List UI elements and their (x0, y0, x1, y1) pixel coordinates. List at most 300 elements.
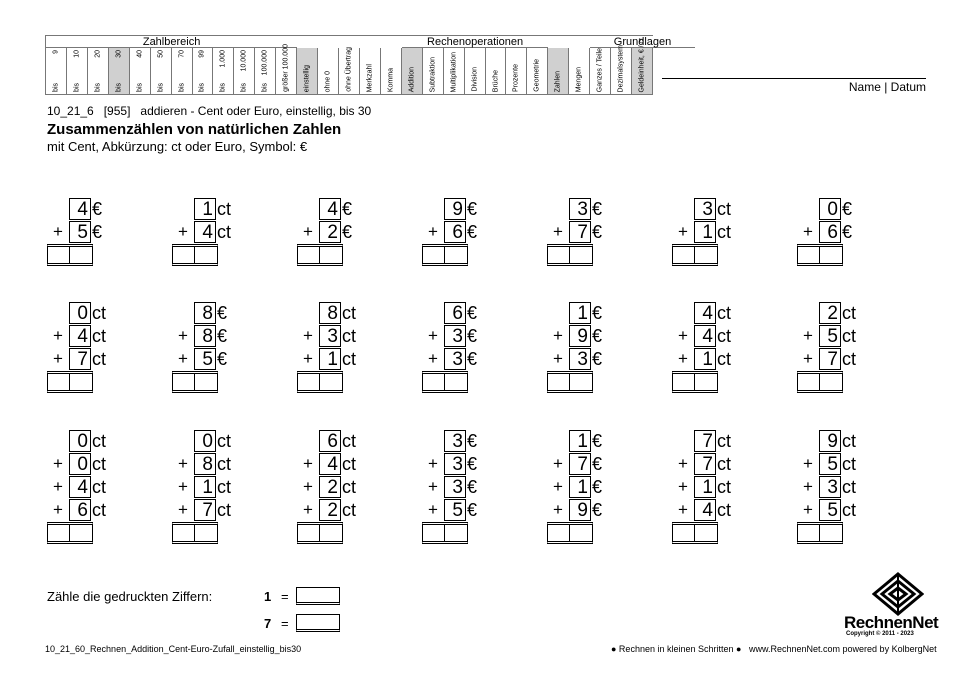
header-column-label: Merkzahl (366, 63, 374, 92)
term-digit: 1 (319, 348, 341, 370)
answer-box[interactable] (797, 522, 843, 544)
problem-term-row (672, 499, 752, 521)
header-column-value: 10.000 (240, 50, 248, 72)
plus-sign: + (303, 500, 313, 519)
problem-term-row (672, 430, 752, 452)
term-digit: 3 (569, 198, 591, 220)
header-column-value: 9 (52, 50, 60, 54)
header-column (193, 48, 214, 94)
answer-box-divider (319, 247, 320, 263)
logo-text: RechnenNet (844, 613, 939, 632)
plus-sign: + (303, 222, 313, 241)
unit-label: € (92, 222, 103, 242)
unit-label: € (217, 349, 228, 369)
problem-term-row (797, 499, 877, 521)
answer-box-divider (194, 247, 195, 263)
problem-term-row (47, 499, 127, 521)
name-date-label: Name | Datum (848, 80, 926, 94)
answer-box-divider (694, 525, 695, 541)
problem-term-row (547, 325, 627, 347)
category-header-table (45, 35, 672, 95)
unit-label: ct (717, 454, 732, 474)
unit-label: ct (342, 500, 357, 520)
count-digit-7: 7 (264, 616, 272, 631)
answer-box[interactable] (297, 371, 343, 393)
term-digit: 3 (444, 453, 466, 475)
header-column (590, 48, 611, 94)
problem-term-row (297, 499, 377, 521)
header-column-label: bis (115, 83, 123, 92)
answer-box-divider (444, 247, 445, 263)
header-column (444, 48, 465, 94)
term-digit: 3 (444, 325, 466, 347)
plus-sign: + (803, 454, 813, 473)
name-date-line (662, 78, 926, 79)
answer-box[interactable] (797, 244, 843, 266)
unit-label: ct (717, 431, 732, 451)
footer-filename: 10_21_60_Rechnen_Addition_Cent-Euro-Zufall_einstellig_bis30 (45, 644, 302, 654)
term-digit: 6 (819, 221, 841, 243)
problem-term-row (797, 221, 877, 243)
term-digit: 0 (69, 453, 91, 475)
answer-box-divider (319, 374, 320, 390)
header-column-label: bis (198, 83, 206, 92)
term-digit: 8 (194, 302, 216, 324)
plus-sign: + (303, 477, 313, 496)
header-column-label: Brüche (492, 69, 499, 92)
plus-sign: + (53, 222, 63, 241)
term-digit: 8 (319, 302, 341, 324)
header-column-value: 99 (198, 50, 206, 58)
header-column (486, 48, 507, 94)
term-digit: 5 (194, 348, 216, 370)
header-column-label: Mengen (575, 66, 583, 92)
header-column-label: bis (52, 83, 60, 92)
unit-label: ct (717, 500, 732, 520)
unit-label: ct (717, 477, 732, 497)
unit-label: ct (92, 326, 107, 346)
answer-box-divider (694, 374, 695, 390)
header-column (318, 48, 339, 94)
unit-label: € (92, 199, 103, 219)
problem-term-row (172, 453, 252, 475)
header-column (276, 44, 297, 94)
header-column-value: 50 (157, 50, 165, 58)
header-column (465, 48, 486, 94)
plus-sign: + (303, 326, 313, 345)
problem-term-row (797, 453, 877, 475)
term-digit: 7 (819, 348, 841, 370)
unit-label: ct (717, 222, 732, 242)
answer-box[interactable] (672, 371, 718, 393)
term-digit: 1 (194, 198, 216, 220)
header-column-label: Geldeinheit, € / ct (638, 37, 646, 92)
header-column (234, 48, 255, 94)
plus-sign: + (428, 326, 438, 345)
problem-term-row (172, 221, 252, 243)
term-digit: 4 (69, 325, 91, 347)
answer-box[interactable] (797, 371, 843, 393)
header-column-value: 70 (178, 50, 186, 58)
problem-term-row (547, 302, 627, 324)
plus-sign: + (803, 349, 813, 368)
answer-box[interactable] (672, 522, 718, 544)
header-column (151, 48, 172, 94)
plus-sign: + (303, 454, 313, 473)
answer-box-divider (69, 374, 70, 390)
problem-term-row (797, 198, 877, 220)
plus-sign: + (803, 477, 813, 496)
plus-sign: + (553, 454, 563, 473)
unit-label: € (592, 199, 603, 219)
answer-box-divider (819, 374, 820, 390)
unit-label: ct (217, 222, 232, 242)
unit-label: ct (92, 454, 107, 474)
worksheet-meta: 10_21_6 [955] addieren - Cent oder Euro, einstellig, bis 30 (47, 104, 372, 118)
problem-term-row (47, 198, 127, 220)
term-digit: 3 (569, 348, 591, 370)
answer-box[interactable] (672, 244, 718, 266)
header-column (423, 48, 444, 94)
answer-box[interactable] (547, 244, 593, 266)
unit-label: ct (217, 454, 232, 474)
count-eq-2: = (281, 616, 289, 631)
header-column-label: Division (471, 67, 479, 92)
problem-term-row (47, 430, 127, 452)
problem-term-row (422, 198, 502, 220)
answer-box[interactable] (547, 522, 593, 544)
plus-sign: + (428, 500, 438, 519)
unit-label: € (467, 326, 478, 346)
unit-label: ct (217, 431, 232, 451)
term-digit: 2 (819, 302, 841, 324)
problem-term-row (297, 325, 377, 347)
answer-box-divider (569, 374, 570, 390)
answer-box[interactable] (172, 522, 218, 544)
unit-label: ct (717, 349, 732, 369)
problem-term-row (672, 453, 752, 475)
problem-term-row (297, 198, 377, 220)
header-group: Grundlagen (590, 36, 695, 48)
problem-term-row (297, 221, 377, 243)
header-column (88, 48, 109, 94)
header-column-label: bis (157, 83, 165, 92)
header-column-label: ohne Übertrag (345, 47, 353, 92)
plus-sign: + (53, 477, 63, 496)
unit-label: € (467, 454, 478, 474)
problem-term-row (422, 476, 502, 498)
answer-box-divider (819, 525, 820, 541)
header-column-label: Dezimalsystem (617, 44, 625, 92)
answer-box[interactable] (422, 522, 468, 544)
term-digit: 3 (444, 476, 466, 498)
problem-term-row (422, 348, 502, 370)
header-column (506, 48, 527, 94)
answer-box-divider (694, 247, 695, 263)
term-digit: 5 (819, 453, 841, 475)
term-digit: 1 (694, 221, 716, 243)
answer-box[interactable] (47, 522, 93, 544)
unit-label: € (217, 326, 228, 346)
plus-sign: + (428, 477, 438, 496)
unit-label: ct (342, 477, 357, 497)
header-column (381, 48, 402, 94)
problem-term-row (547, 453, 627, 475)
unit-label: € (467, 431, 478, 451)
problem-term-row (547, 348, 627, 370)
header-column-label: ohne 0 (324, 70, 332, 92)
header-column (255, 48, 276, 94)
term-digit: 4 (69, 198, 91, 220)
unit-label: € (217, 303, 228, 323)
answer-box-divider (444, 374, 445, 390)
header-column-label: Addition (408, 66, 416, 92)
unit-label: ct (92, 303, 107, 323)
plus-sign: + (428, 454, 438, 473)
header-column-value: 40 (136, 50, 144, 58)
unit-label: € (592, 349, 603, 369)
term-digit: 3 (444, 348, 466, 370)
problem-term-row (672, 302, 752, 324)
unit-label: ct (717, 303, 732, 323)
header-column-value: 10 (73, 50, 81, 58)
count-answer-box-2[interactable] (296, 614, 340, 632)
problem-term-row (672, 348, 752, 370)
term-digit: 9 (819, 430, 841, 452)
footer-website-link[interactable]: www.RechnenNet.com powered by KolbergNet (749, 644, 937, 654)
header-column-label: bis (219, 83, 227, 92)
unit-label: ct (842, 326, 857, 346)
problem-term-row (172, 198, 252, 220)
term-digit: 8 (194, 325, 216, 347)
header-column (360, 48, 381, 94)
problem-term-row (172, 348, 252, 370)
unit-label: ct (217, 500, 232, 520)
unit-label: ct (342, 454, 357, 474)
term-digit: 4 (194, 221, 216, 243)
unit-label: ct (342, 326, 357, 346)
unit-label: ct (217, 477, 232, 497)
header-column-label: Ganzes / Teile (596, 47, 604, 92)
problem-term-row (47, 348, 127, 370)
plus-sign: + (678, 500, 688, 519)
term-digit: 4 (69, 476, 91, 498)
term-digit: 2 (319, 499, 341, 521)
answer-box-divider (194, 525, 195, 541)
answer-box-divider (69, 247, 70, 263)
term-digit: 7 (569, 453, 591, 475)
answer-box-divider (569, 247, 570, 263)
unit-label: € (592, 477, 603, 497)
term-digit: 3 (444, 430, 466, 452)
header-column (611, 44, 632, 94)
header-group: Zahlbereich (46, 36, 297, 48)
problem-term-row (47, 221, 127, 243)
plus-sign: + (553, 349, 563, 368)
plus-sign: + (53, 500, 63, 519)
plus-sign: + (553, 500, 563, 519)
problem-term-row (797, 302, 877, 324)
problem-term-row (797, 476, 877, 498)
header-column-label: bis (261, 83, 269, 92)
unit-label: ct (842, 500, 857, 520)
problem-term-row (672, 221, 752, 243)
problem-term-row (672, 325, 752, 347)
term-digit: 7 (694, 430, 716, 452)
unit-label: € (467, 222, 478, 242)
term-digit: 1 (694, 476, 716, 498)
count-eq-1: = (281, 589, 289, 604)
term-digit: 4 (319, 453, 341, 475)
answer-box[interactable] (47, 244, 93, 266)
logo-copyright: Copyright © 2011 - 2023 (846, 631, 914, 637)
term-digit: 0 (69, 430, 91, 452)
unit-label: € (342, 199, 353, 219)
header-column-value: 100.000 (261, 50, 269, 76)
term-digit: 9 (569, 325, 591, 347)
term-digit: 6 (69, 499, 91, 521)
problem-term-row (547, 198, 627, 220)
problem-term-row (172, 430, 252, 452)
plus-sign: + (178, 349, 188, 368)
header-column (67, 48, 88, 94)
term-digit: 2 (319, 476, 341, 498)
answer-box[interactable] (297, 244, 343, 266)
header-column (569, 48, 590, 94)
header-group: Rechenoperationen (402, 36, 549, 48)
term-digit: 3 (694, 198, 716, 220)
header-column (297, 48, 318, 94)
term-digit: 1 (569, 430, 591, 452)
problem-term-row (797, 325, 877, 347)
plus-sign: + (178, 477, 188, 496)
page-title: Zusammenzählen von natürlichen Zahlen (47, 121, 342, 138)
unit-label: ct (92, 349, 107, 369)
problem-term-row (172, 499, 252, 521)
header-column-value: 1.000 (219, 50, 227, 68)
unit-label: ct (842, 303, 857, 323)
problem-term-row (422, 453, 502, 475)
plus-sign: + (678, 477, 688, 496)
plus-sign: + (428, 349, 438, 368)
term-digit: 2 (319, 221, 341, 243)
answer-box[interactable] (422, 371, 468, 393)
plus-sign: + (428, 222, 438, 241)
unit-label: ct (92, 500, 107, 520)
plus-sign: + (53, 326, 63, 345)
header-column (402, 48, 423, 94)
header-column-label: bis (178, 83, 186, 92)
term-digit: 5 (819, 499, 841, 521)
problem-term-row (797, 430, 877, 452)
header-column (339, 48, 360, 94)
term-digit: 1 (569, 476, 591, 498)
problem-term-row (297, 348, 377, 370)
problem-term-row (547, 430, 627, 452)
header-column (548, 48, 569, 94)
plus-sign: + (553, 477, 563, 496)
header-column-label: bis (73, 83, 81, 92)
problem-term-row (172, 302, 252, 324)
answer-box-divider (69, 525, 70, 541)
count-task-label: Zähle die gedruckten Ziffern: (47, 589, 213, 604)
header-column-label: Geometrie (533, 59, 541, 92)
plus-sign: + (178, 500, 188, 519)
problem-term-row (422, 325, 502, 347)
problem-term-row (547, 476, 627, 498)
header-column (109, 48, 130, 94)
unit-label: € (467, 303, 478, 323)
unit-label: ct (842, 349, 857, 369)
plus-sign: + (678, 222, 688, 241)
header-column (172, 48, 193, 94)
answer-box-divider (194, 374, 195, 390)
problem-term-row (297, 302, 377, 324)
plus-sign: + (53, 349, 63, 368)
unit-label: ct (92, 477, 107, 497)
answer-box[interactable] (297, 522, 343, 544)
term-digit: 9 (444, 198, 466, 220)
header-column-label: Multiplikation (450, 51, 458, 92)
term-digit: 7 (569, 221, 591, 243)
answer-box[interactable] (422, 244, 468, 266)
unit-label: € (592, 431, 603, 451)
count-answer-box-1[interactable] (296, 587, 340, 605)
answer-box[interactable] (547, 371, 593, 393)
answer-box-divider (319, 525, 320, 541)
plus-sign: + (178, 222, 188, 241)
header-column (527, 48, 548, 94)
problem-term-row (547, 221, 627, 243)
plus-sign: + (553, 222, 563, 241)
answer-box-divider (569, 525, 570, 541)
plus-sign: + (803, 222, 813, 241)
header-column (632, 37, 653, 94)
problem-term-row (297, 430, 377, 452)
unit-label: € (592, 500, 603, 520)
term-digit: 1 (194, 476, 216, 498)
plus-sign: + (53, 454, 63, 473)
term-digit: 3 (819, 476, 841, 498)
term-digit: 7 (69, 348, 91, 370)
plus-sign: + (678, 349, 688, 368)
term-digit: 6 (319, 430, 341, 452)
answer-box[interactable] (172, 244, 218, 266)
problem-term-row (422, 221, 502, 243)
problem-term-row (47, 302, 127, 324)
term-digit: 7 (694, 453, 716, 475)
term-digit: 3 (319, 325, 341, 347)
term-digit: 7 (194, 499, 216, 521)
term-digit: 6 (444, 302, 466, 324)
unit-label: € (842, 199, 853, 219)
answer-box[interactable] (47, 371, 93, 393)
problem-term-row (672, 198, 752, 220)
unit-label: ct (342, 303, 357, 323)
plus-sign: + (178, 454, 188, 473)
unit-label: € (592, 454, 603, 474)
plus-sign: + (303, 349, 313, 368)
answer-box[interactable] (172, 371, 218, 393)
plus-sign: + (553, 326, 563, 345)
plus-sign: + (803, 500, 813, 519)
term-digit: 1 (694, 348, 716, 370)
footer-slogan: ● Rechnen in kleinen Schritten ● (611, 644, 742, 654)
unit-label: ct (842, 431, 857, 451)
header-column-label: bis (94, 83, 102, 92)
unit-label: € (842, 222, 853, 242)
problem-term-row (172, 476, 252, 498)
